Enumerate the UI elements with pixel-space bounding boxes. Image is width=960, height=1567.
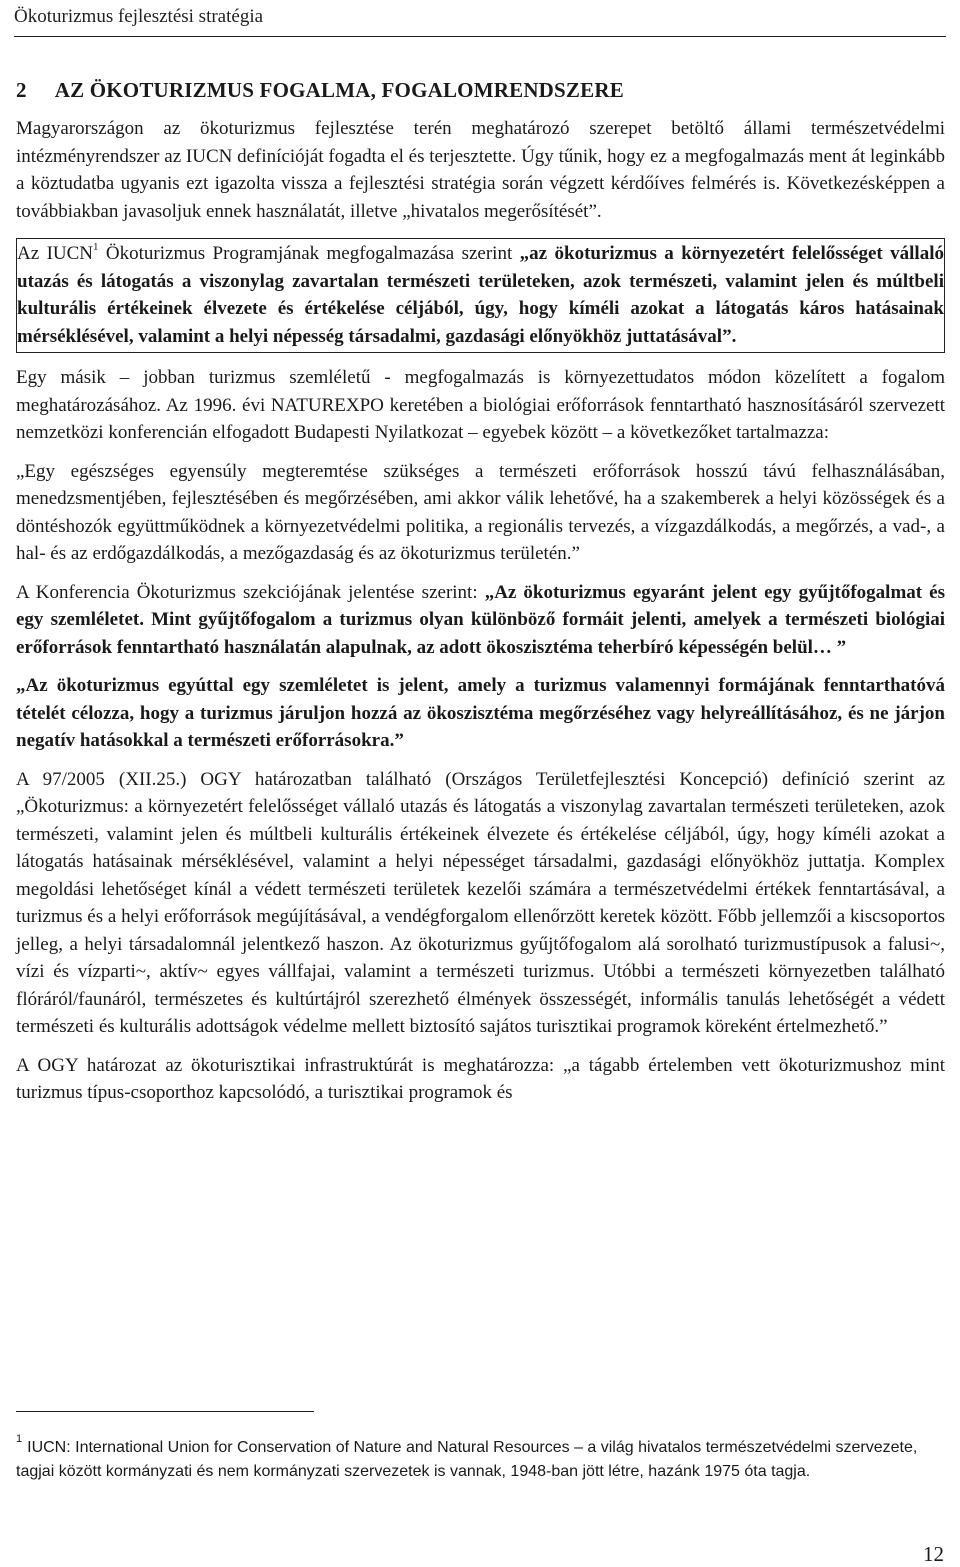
- paragraph-budapest-quote: „Egy egészséges egyensúly megteremtése szükséges a természeti erőforrások hosszú távú felhasználásában, menedzsmentjében, fejlesztésében és megőrzésében, ami akkor válik lehetővé, ha a szakemberek a helyi közösségek és a döntéshozók együttműködnek a környezetvédelmi politika, a regionális tervezés, a vízgazdálkodás, a megőrzés, a vad-, a hal- és az erdőgazdálkodás, a mezőgazdaság és az ökoturizmus területén.”: [16, 460, 945, 564]
- running-header: Ökoturizmus fejlesztési stratégia: [14, 6, 264, 27]
- paragraph-conference: [16, 579, 945, 662]
- footnote-mark: 1: [16, 1432, 23, 1445]
- section-number: 2: [16, 78, 27, 102]
- paragraph-ecotourism-approach: [16, 672, 945, 755]
- conference-lead-in: A Konferencia Ökoturizmus szekciójának jelentése szerint:: [16, 581, 485, 603]
- footnote: [16, 1432, 945, 1484]
- footnote-text: IUCN: International Union for Conservation of Nature and Natural Resources – a világ hivatalos természetvédelmi szervezete, tagjai között kormányzati és nem kormányzati szervezetek is vannak, 1948-ban jött létre, hazánk 1975 óta tagja.: [16, 1439, 918, 1480]
- document-body: [16, 104, 945, 1107]
- paragraph-ogy-definition: A 97/2005 (XII.25.) OGY határozatban található (Országos Területfejlesztési Koncepció) definíció szerint az „Ökoturizmus: a környezetért felelősséget vállaló utazás és látogatás a viszonylag zavartalan természeti területeken, azok természeti, valamint jelen és múltbeli kulturális értékeinek élvezete és értékelése céljából, úgy, hogy kíméli azokat a látogatás hatásainak mérséklésével, valamint a helyi népességet társadalmi, gazdasági előnyökhöz juttatja. Komplex megoldási lehetőséget kínál a védett természeti területek kezelői számára a természetvédelmi értékek fenntartásával, a turizmus és a helyi erőforrások megújításával, a vendégforgalom ellenőrzött keretek között. Főbb jellemzői a kiscsoportos jelleg, a helyi társadalomnál jelentkező haszon. Az ökoturizmus gyűjtőfogalom alá sorolható turizmustípusok a falusi~, vízi és vízparti~, aktív~ egyes vállfajai, valamint a természeti turizmus. Utóbbi a természeti környezetben található flóráról/faunáról, természetes és kultúrtájról szerezhető élmények összességét, informális tanulás lehetőségét a védett természeti és kulturális adottságok védelme mellett biztosító sajátos turisztikai programok köreként értelmezhető.”: [16, 768, 945, 1037]
- iucn-definition-box: [16, 238, 945, 353]
- conference-quote: „Az ökoturizmus egyaránt jelent egy gyűjtőfogalmat és egy szemléletet. Mint gyűjtőfogalom a turizmus olyan különböző formáit jelenti, amelyek a természeti biológiai erőforrások fenntartható használatán alapulnak, az adott ökoszisztéma teherbíró képességén belül… ”: [16, 581, 946, 658]
- box-lead-in-2: Ökoturizmus Programjának megfogalmazása szerint: [98, 243, 520, 264]
- approach-quote: „Az ökoturizmus egyúttal egy szemléletet is jelent, amely a turizmus valamennyi formájának fenntarthatóvá tételét célozza, hogy a turizmus járuljon hozzá az ökoszisztéma megőrzéséhez vagy helyreállításához, és ne járjon negatív hatásokkal a természeti erőforrásokra.”: [16, 675, 945, 751]
- box-lead-in: Az IUCN: [17, 243, 94, 264]
- section-title: AZ ÖKOTURIZMUS FOGALMA, FOGALOMRENDSZERE: [54, 78, 624, 102]
- paragraph-budapest: Egy másik – jobban turizmus szemléletű - megfogalmazás is környezettudatos módon közelített a fogalom meghatározásához. Az 1996. évi NATUREXPO keretében a biológiai erőforrások fenntartható hasznosításáról szervezett nemzetközi konferencián elfogadott Budapesti Nyilatkozat – egyebek között – a következőket tartalmazza:: [16, 367, 945, 443]
- paragraph-infrastructure: A OGY határozat az ökoturisztikai infrastruktúrát is meghatározza: „a tágabb értelemben vett ökoturizmushoz mint turizmus típus-csoporthoz kapcsolódó, a turisztikai programok és: [16, 1054, 945, 1103]
- header-divider: [14, 36, 946, 37]
- section-heading: [16, 78, 624, 103]
- paragraph-intro: Magyarországon az ökoturizmus fejlesztése terén meghatározó szerepet betöltő állami természetvédelmi intézményrendszer az IUCN definícióját fogadta el és terjesztette. Úgy tűnik, hogy ez a megfogalmazás ment át leginkább a köztudatba ugyanis ezt igazolta vissza a fejlesztési stratégia során végzett kérdőíves felmérés is. Következésképpen a továbbiakban javasoljuk ennek használatát, illetve „hivatalos megerősítését”.: [16, 118, 945, 222]
- footnote-ref: 1: [93, 240, 99, 253]
- page-number: 12: [923, 1542, 944, 1566]
- iucn-definition: „az ökoturizmus a környezetért felelősséget vállaló utazás és látogatás a viszonylag zavartalan természeti területeken, azok természeti, valamint jelen és múltbeli kulturális értékeinek élvezete és értékelése céljából, úgy, hogy kíméli azokat a látogatás káros hatásainak mérséklésével, valamint a helyi népesség társadalmi, gazdasági előnyökhöz juttatásával”.: [17, 243, 944, 347]
- footnote-divider: [16, 1411, 314, 1412]
